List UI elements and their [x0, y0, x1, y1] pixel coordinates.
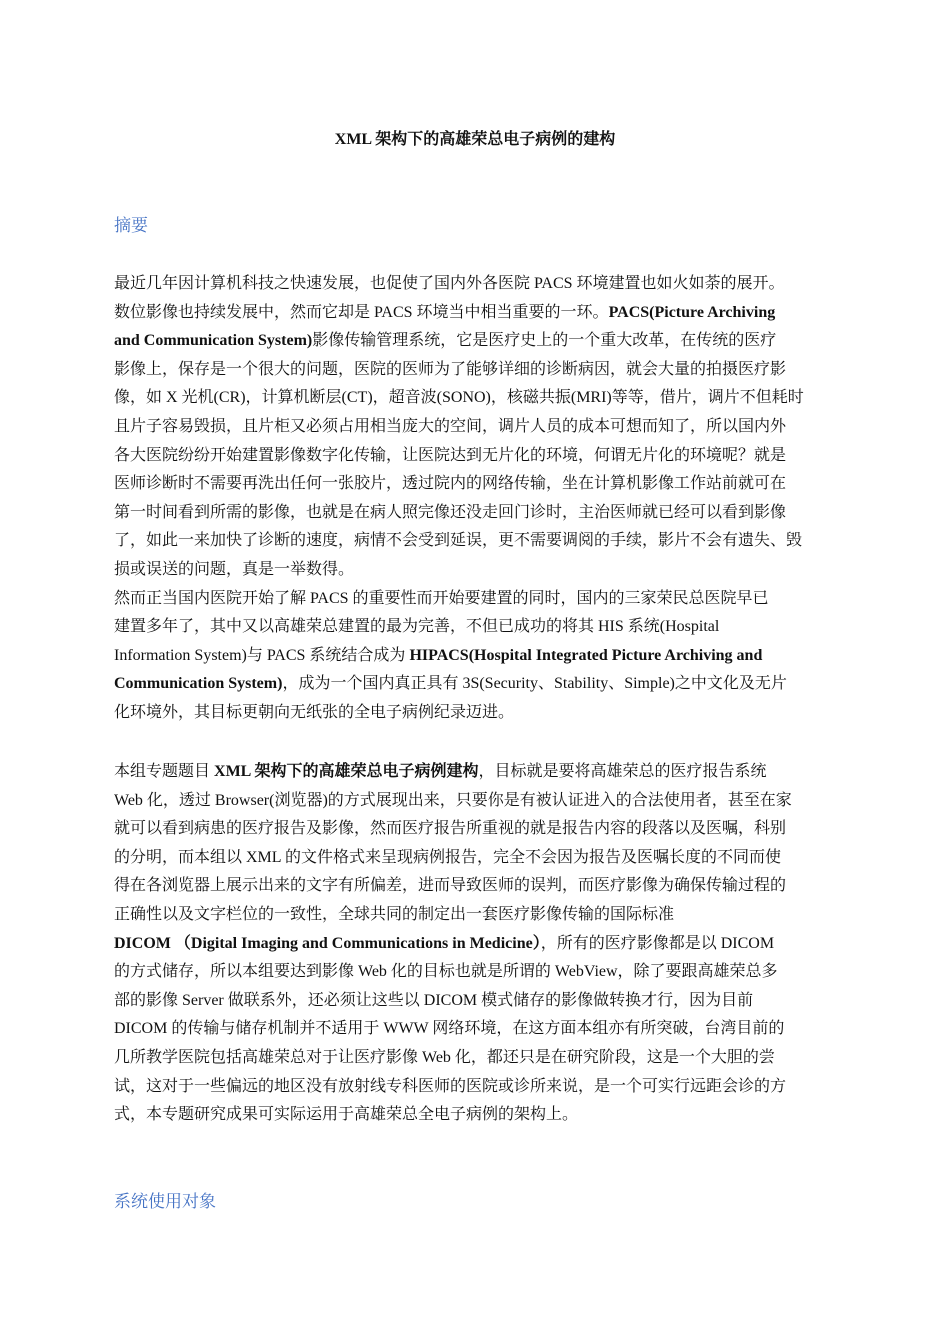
text-run: 就可以看到病患的医疗报告及影像，然而医疗报告所重视的就是报告内容的段落以及医嘱，科别: [114, 820, 787, 838]
text-line: [114, 1073, 838, 1102]
bold-text-run: XML 架构下的高雄荣总电子病例建构: [214, 763, 479, 780]
text-run: Information System)与 PACS 系统结合成为: [114, 646, 410, 664]
text-line: [114, 815, 838, 844]
bold-text-run: and Communication System): [114, 332, 313, 350]
abstract-paragraph-1: [114, 270, 838, 728]
text-run: DICOM 的传输与储存机制并不适用于 WWW 网络环境，在这方面本组亦有所突破，台湾目前的: [114, 1020, 785, 1038]
text-line: [114, 527, 838, 556]
text-line: [114, 384, 838, 413]
text-line: [114, 613, 838, 642]
text-run: ，目标就是要将高雄荣总的医疗报告系统: [478, 763, 767, 780]
text-line: [114, 987, 838, 1016]
abstract-paragraph-2: [114, 758, 838, 1130]
text-run: 本组专题题目: [114, 763, 215, 780]
text-run: 的分明，而本组以 XML 的文件格式来呈现病例报告，完全不会因为报告及医嘱长度的不同而使: [114, 848, 781, 866]
text-line: [114, 787, 838, 816]
text-line: [114, 556, 838, 585]
text-line: [114, 758, 838, 787]
text-run: 损或误送的问题，真是一举数得。: [114, 560, 355, 578]
text-run: 的方式储存，所以本组要达到影像 Web 化的目标也就是所谓的 WebView，除了要跟高雄荣总多: [114, 963, 778, 981]
text-line: [114, 585, 838, 614]
text-run: 试，这对于一些偏远的地区没有放射线专科医师的医院或诊所来说，是一个可实行远距会诊的方: [114, 1077, 787, 1095]
text-run: 影像传输管理系统，它是医疗史上的一个重大改革，在传统的医疗: [312, 332, 777, 350]
text-line: [114, 499, 838, 528]
text-run: 第一时间看到所需的影像，也就是在病人照完像还没走回门诊时，主治医师就已经可以看到影像: [114, 503, 787, 521]
bold-text-run: DICOM （Digital Imaging and Communications in Medicine）: [114, 934, 541, 952]
document-title: XML 架构下的高雄荣总电子病例的建构: [334, 131, 616, 148]
text-line: [114, 1015, 838, 1044]
text-line: [114, 299, 838, 328]
text-line: [114, 872, 838, 901]
text-run: 医师诊断时不需要再洗出任何一张胶片，透过院内的网络传输，坐在计算机影像工作站前就可在: [114, 475, 787, 493]
text-run: ，成为一个国内真正具有 3S(Security、Stability、Simple)之中文化及无片: [282, 675, 787, 693]
text-run: 各大医院纷纷开始建置影像数字化传输，让医院达到无片化的环境，何谓无片化的环境呢？就是: [114, 446, 787, 464]
text-run: 正确性以及文字栏位的一致性，全球共同的制定出一套医疗影像传输的国际标准: [114, 905, 675, 923]
text-line: [114, 844, 838, 873]
usage-heading: 系统使用对象: [114, 1192, 216, 1211]
text-run: 数位影像也持续发展中，然而它却是 PACS 环境当中相当重要的一环。: [114, 303, 609, 321]
text-line: [114, 642, 838, 671]
text-line: [114, 958, 838, 987]
text-run: 且片子容易毁损，且片柜又必须占用相当庞大的空间，调片人员的成本可想而知了，所以国内外: [114, 417, 787, 435]
text-line: [114, 901, 838, 930]
text-line: [114, 413, 838, 442]
text-run: 然而正当国内医院开始了解 PACS 的重要性而开始要建置的同时，国内的三家荣民总医院早已: [114, 589, 769, 607]
text-run: 化环境外，其目标更朝向无纸张的全电子病例纪录迈进。: [114, 703, 515, 721]
text-line: [114, 670, 838, 699]
text-run: 影像上，保存是一个很大的问题，医院的医师为了能够详细的诊断病因，就会大量的拍摄医疗影: [114, 360, 787, 378]
text-run: 部的影像 Server 做联系外，还必须让这些以 DICOM 模式储存的影像做转换才行，因为目前: [114, 991, 754, 1009]
abstract-heading: 摘要: [114, 216, 148, 235]
text-run: 像，如 X 光机(CR)，计算机断层(CT)，超音波(SONO)，核磁共振(MRI)等等，借片，调片不但耗时: [114, 389, 804, 407]
bold-text-run: HIPACS(Hospital Integrated Picture Archiving and: [409, 646, 763, 664]
bold-text-run: PACS(Picture Archiving: [608, 303, 776, 321]
text-line: [114, 327, 838, 356]
text-run: 建置多年了，其中又以高雄荣总建置的最为完善，不但已成功的将其 HIS 系统(Hospital: [114, 618, 720, 636]
text-run: 式，本专题研究成果可实际运用于高雄荣总全电子病例的架构上。: [114, 1106, 579, 1124]
text-run: ，所有的医疗影像都是以 DICOM: [540, 934, 775, 952]
text-run: 得在各浏览器上展示出来的文字有所偏差，进而导致医师的误判，而医疗影像为确保传输过程的: [114, 877, 787, 895]
text-line: [114, 930, 838, 959]
text-line: [114, 1044, 838, 1073]
text-run: 了，如此一来加快了诊断的速度，病情不会受到延误，更不需要调阅的手续，影片不会有遗失、毁: [114, 532, 803, 550]
text-line: [114, 470, 838, 499]
text-line: [114, 699, 838, 728]
text-line: [114, 1101, 838, 1130]
text-line: [114, 356, 838, 385]
text-line: [114, 442, 838, 471]
text-line: [114, 270, 838, 299]
text-run: 几所教学医院包括高雄荣总对于让医疗影像 Web 化，都还只是在研究阶段，这是一个大胆的尝: [114, 1048, 775, 1066]
text-run: Web 化，透过 Browser(浏览器)的方式展现出来，只要你是有被认证进入的合法使用者，甚至在家: [114, 791, 792, 809]
text-run: 最近几年因计算机科技之快速发展，也促使了国内外各医院 PACS 环境建置也如火如荼的展开。: [114, 275, 785, 292]
bold-text-run: Communication System): [114, 675, 283, 693]
